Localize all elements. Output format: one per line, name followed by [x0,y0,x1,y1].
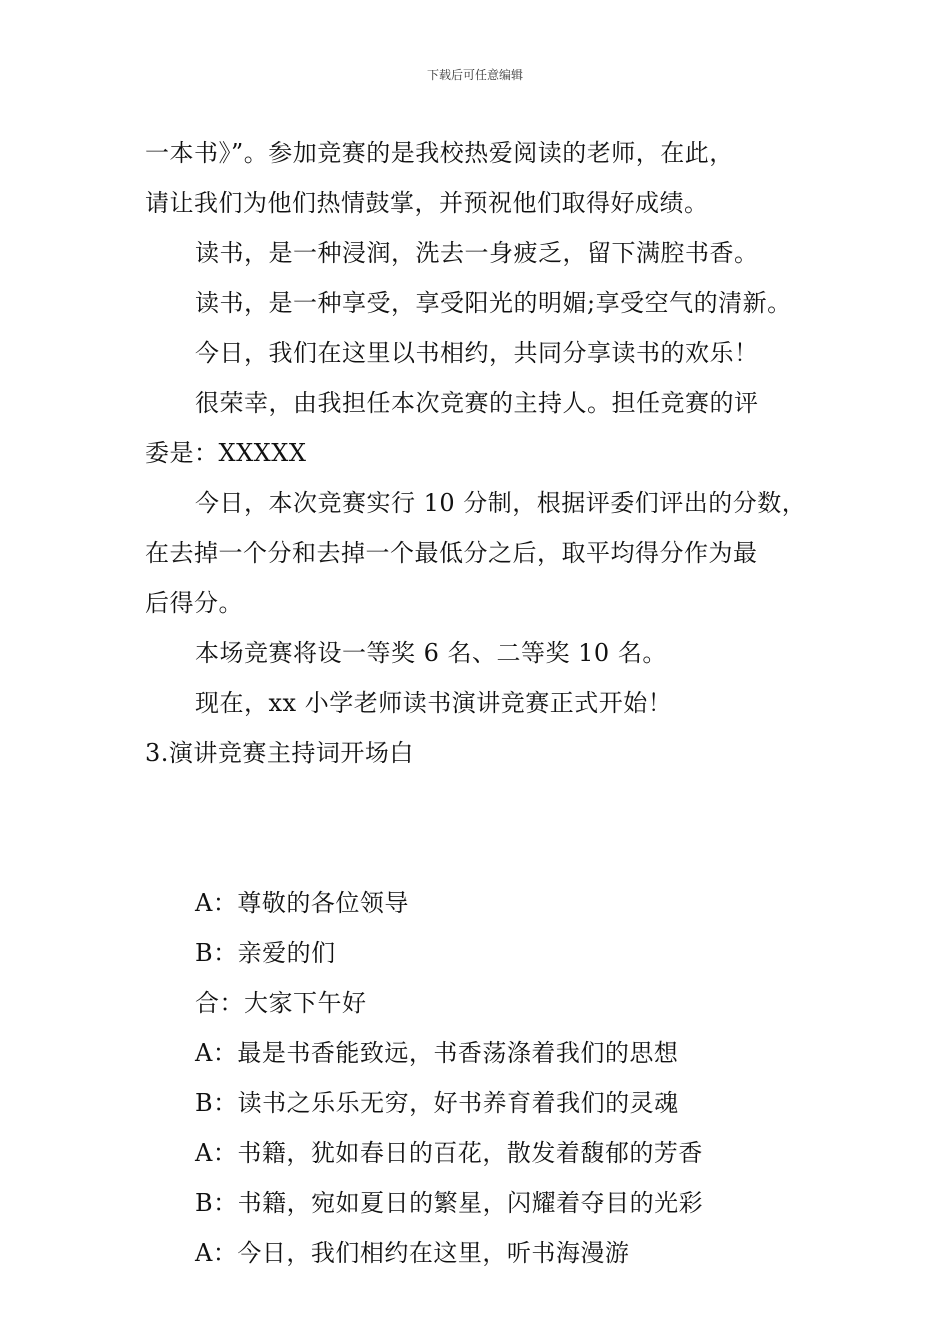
dialogue-line: B：读书之乐乐无穷，好书养育着我们的灵魂 [195,1089,679,1117]
paragraph-line: 在去掉一个分和去掉一个最低分之后，取平均得分作为最 [145,539,758,567]
dialogue-line: A：尊敬的各位领导 [195,889,409,917]
paragraph-line: 读书，是一种享受，享受阳光的明媚;享受空气的清新。 [195,289,792,317]
paragraph-line: 后得分。 [145,589,243,617]
blank-space [145,778,835,878]
section-heading: 3.演讲竞赛主持词开场白 [145,739,414,767]
paragraph-line: 请让我们为他们热情鼓掌，并预祝他们取得好成绩。 [145,189,709,217]
paragraph-line: 现在，xx 小学老师读书演讲竞赛正式开始！ [195,689,673,717]
page-header: 下载后可任意编辑 [426,68,523,82]
paragraph-line: 一本书》”。参加竞赛的是我校热爱阅读的老师，在此， [145,139,734,167]
dialogue-line: B：书籍，宛如夏日的繁星，闪耀着夺目的光彩 [195,1189,704,1217]
dialogue-line: 合：大家下午好 [195,989,367,1017]
document-body [145,128,835,1278]
paragraph-line: 读书，是一种浸润，洗去一身疲乏，留下满腔书香。 [195,239,759,267]
dialogue-line: A：书籍，犹如春日的百花，散发着馥郁的芳香 [195,1139,703,1167]
paragraph-line: 本场竞赛将设一等奖 6 名、二等奖 10 名。 [195,639,667,667]
dialogue-line: A：最是书香能致远，书香荡涤着我们的思想 [195,1039,679,1067]
paragraph-line: 很荣幸，由我担任本次竞赛的主持人。担任竞赛的评 [195,389,759,417]
paragraph-line: 今日，本次竞赛实行 10 分制，根据评委们评出的分数， [195,489,807,517]
dialogue-line: A：今日，我们相约在这里，听书海漫游 [195,1239,630,1267]
dialogue-line: B：亲爱的们 [195,939,336,967]
paragraph-line: 委是：XXXXX [145,439,307,467]
paragraph-line: 今日，我们在这里以书相约，共同分享读书的欢乐！ [195,339,759,367]
